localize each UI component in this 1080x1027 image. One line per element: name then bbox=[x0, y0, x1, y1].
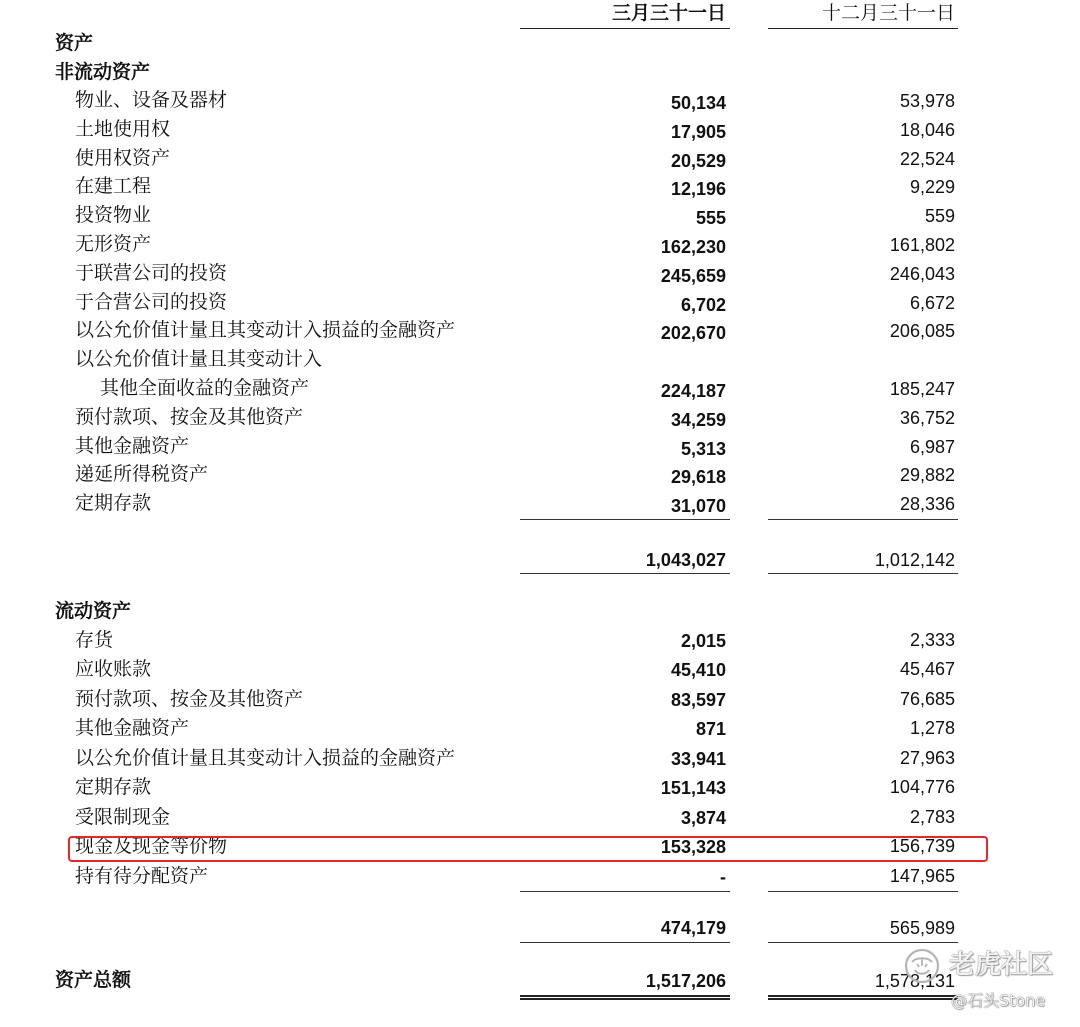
current-period-value: 29,618 bbox=[670, 467, 726, 488]
non-current-asset-row bbox=[0, 87, 1080, 116]
column-headers bbox=[0, 0, 1080, 29]
current-assets-list bbox=[0, 626, 1080, 892]
current-period-value: 20,529 bbox=[670, 150, 726, 171]
current-period-value: 871 bbox=[695, 719, 726, 740]
row-label: 预付款项、按金及其他资产 bbox=[75, 406, 304, 428]
current-subtotal-current: 474,179 bbox=[520, 891, 730, 943]
prior-period-value: 45,467 bbox=[899, 659, 955, 680]
non-current-asset-row bbox=[0, 490, 1080, 519]
current-subtotal-prior: 565,989 bbox=[768, 891, 958, 943]
prior-period-value: 6,672 bbox=[909, 292, 955, 313]
current-period-value: 17,905 bbox=[670, 121, 726, 142]
current-asset-row bbox=[0, 832, 1080, 862]
row-label: 以公允价值计量且其变动计入 bbox=[75, 349, 323, 371]
non-current-asset-row bbox=[0, 346, 1080, 404]
prior-period-value: 559 bbox=[924, 206, 955, 227]
prior-period-value: 29,882 bbox=[899, 465, 955, 486]
assets-heading-row bbox=[0, 29, 1080, 58]
prior-period-value: 36,752 bbox=[899, 407, 955, 428]
non-current-assets-list bbox=[0, 87, 1080, 519]
current-asset-row bbox=[0, 803, 1080, 833]
prior-period-value: 9,229 bbox=[909, 177, 955, 198]
current-asset-row bbox=[0, 773, 1080, 803]
total-assets-label: 资产总额 bbox=[55, 970, 132, 992]
row-label: 其他金融资产 bbox=[75, 435, 190, 457]
row-label: 预付款项、按金及其他资产 bbox=[75, 688, 304, 710]
non-current-assets-section bbox=[0, 58, 1080, 574]
row-label: 在建工程 bbox=[75, 176, 152, 198]
current-period-value: 50,134 bbox=[670, 93, 726, 113]
non-current-asset-row bbox=[0, 202, 1080, 231]
prior-period-value: 28,336 bbox=[899, 494, 955, 515]
prior-period-value: 1,278 bbox=[909, 718, 955, 739]
non-current-subtotal-current: 1,043,027 bbox=[520, 519, 730, 574]
row-label: 于联营公司的投资 bbox=[75, 262, 228, 284]
non-current-assets-heading: 非流动资产 bbox=[55, 62, 151, 83]
row-label: 物业、设备及器材 bbox=[75, 90, 228, 111]
current-asset-row bbox=[0, 862, 1080, 892]
row-label: 无形资产 bbox=[75, 233, 152, 255]
current-period-value: - bbox=[720, 866, 726, 887]
non-current-asset-row bbox=[0, 116, 1080, 145]
prior-period-value: 2,783 bbox=[909, 806, 955, 827]
prior-period-value: 2,333 bbox=[909, 629, 955, 650]
current-assets-heading: 流动资产 bbox=[55, 600, 132, 622]
non-current-asset-row bbox=[0, 433, 1080, 462]
non-current-assets-subtotal-row bbox=[0, 519, 1080, 574]
current-period-value: 245,659 bbox=[660, 265, 726, 286]
current-period-value: 6,702 bbox=[680, 294, 726, 315]
row-label: 定期存款 bbox=[75, 777, 152, 799]
prior-period-value: 18,046 bbox=[899, 119, 955, 140]
current-assets-heading-row bbox=[0, 597, 1080, 626]
non-current-asset-row bbox=[0, 231, 1080, 260]
current-period-value: 45,410 bbox=[670, 660, 726, 681]
current-asset-row bbox=[0, 714, 1080, 744]
current-asset-row bbox=[0, 626, 1080, 656]
row-label: 土地使用权 bbox=[75, 118, 171, 140]
row-label: 现金及现金等价物 bbox=[75, 836, 228, 858]
current-asset-row bbox=[0, 655, 1080, 685]
total-assets-current: 1,517,206 bbox=[520, 967, 730, 1000]
current-period-value: 33,941 bbox=[670, 748, 726, 769]
row-label: 存货 bbox=[75, 629, 114, 651]
watermark-author: @石头Stone bbox=[951, 991, 1046, 1010]
non-current-subtotal-prior: 1,012,142 bbox=[768, 519, 958, 574]
prior-period-value: 6,987 bbox=[909, 436, 955, 457]
current-period-value: 151,143 bbox=[660, 778, 726, 799]
prior-period-value: 185,247 bbox=[889, 378, 955, 399]
current-period-value: 202,670 bbox=[660, 323, 726, 344]
non-current-asset-row bbox=[0, 173, 1080, 202]
current-asset-row bbox=[0, 685, 1080, 715]
assets-heading: 资产 bbox=[55, 33, 94, 54]
prior-period-value: 206,085 bbox=[889, 321, 955, 342]
prior-period-value: 246,043 bbox=[889, 263, 955, 284]
non-current-assets-heading-row bbox=[0, 58, 1080, 87]
non-current-asset-row bbox=[0, 461, 1080, 490]
prior-period-value: 76,685 bbox=[899, 688, 955, 709]
prior-period-value: 27,963 bbox=[899, 747, 955, 768]
prior-period-value: 161,802 bbox=[889, 234, 955, 255]
row-label: 使用权资产 bbox=[75, 147, 171, 169]
prior-period-value: 53,978 bbox=[899, 91, 955, 111]
current-period-value: 5,313 bbox=[680, 438, 726, 459]
row-label: 持有待分配资产 bbox=[75, 865, 209, 887]
row-label: 受限制现金 bbox=[75, 806, 171, 828]
prior-period-value: 22,524 bbox=[899, 148, 955, 169]
current-period-value: 31,070 bbox=[670, 496, 726, 517]
current-asset-row bbox=[0, 744, 1080, 774]
row-label-continued: 其他全面收益的金融资产 bbox=[100, 377, 310, 399]
row-label: 递延所得税资产 bbox=[75, 464, 209, 486]
current-period-value: 12,196 bbox=[670, 179, 726, 200]
tiger-logo-icon bbox=[903, 947, 941, 985]
current-period-value: 3,874 bbox=[680, 807, 726, 828]
non-current-asset-row bbox=[0, 404, 1080, 433]
column-header-current-period: 三月三十一日 bbox=[520, 0, 730, 29]
prior-period-value: 104,776 bbox=[889, 777, 955, 798]
current-period-value: 2,015 bbox=[680, 630, 726, 651]
non-current-asset-row bbox=[0, 260, 1080, 289]
current-period-value: 162,230 bbox=[660, 236, 726, 257]
watermark-brand: 老虎社区 bbox=[949, 950, 1054, 980]
non-current-asset-row bbox=[0, 317, 1080, 346]
prior-period-value: 147,965 bbox=[889, 865, 955, 886]
current-period-value: 153,328 bbox=[660, 837, 726, 858]
row-label: 以公允价值计量且其变动计入损益的金融资产 bbox=[75, 320, 456, 342]
non-current-asset-row bbox=[0, 145, 1080, 174]
prior-period-value: 156,739 bbox=[889, 836, 955, 857]
row-label: 投资物业 bbox=[75, 205, 152, 227]
column-header-prior-period: 十二月三十一日 bbox=[768, 0, 958, 29]
current-period-value: 555 bbox=[695, 208, 726, 229]
total-assets-prior: 1,578,131 bbox=[768, 967, 958, 1000]
non-current-asset-row bbox=[0, 289, 1080, 318]
current-period-value: 34,259 bbox=[670, 409, 726, 430]
row-label: 于合营公司的投资 bbox=[75, 291, 228, 313]
row-label: 定期存款 bbox=[75, 493, 152, 515]
row-label: 以公允价值计量且其变动计入损益的金融资产 bbox=[75, 747, 456, 769]
current-period-value: 224,187 bbox=[660, 380, 726, 401]
row-label: 应收账款 bbox=[75, 659, 152, 681]
current-assets-section bbox=[0, 597, 1080, 944]
current-period-value: 83,597 bbox=[670, 689, 726, 710]
row-label: 其他金融资产 bbox=[75, 718, 190, 740]
current-assets-subtotal-row bbox=[0, 891, 1080, 943]
